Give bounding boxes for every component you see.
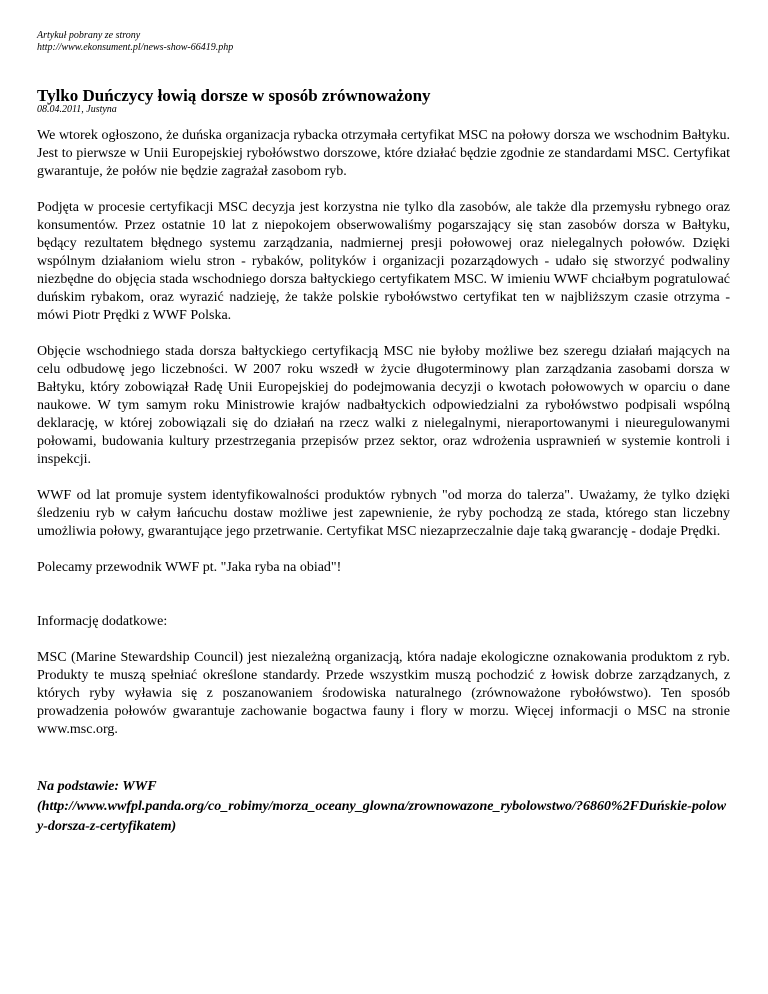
footer-source-label: Na podstawie: WWF (37, 779, 157, 794)
info-paragraph: MSC (Marine Stewardship Council) jest niezależną organizacją, która nadaje ekologiczne oznakowania produktom z ryb. Produkty te muszą spełniać określone standardy. Przede wszystkim muszą pochodzić z łowisk dobrze zarządzanych, z których ryby wyławia się z poszanowaniem środowiska naturalnego (zrównoważone rybołówstwo). Ten sposób prowadzenia połowów gwarantuje zachowanie bogactwa fauny i flory w morzu. Więcej informacji o MSC na stronie www.msc.org. (37, 650, 730, 737)
article-byline: 08.04.2011, Justyna (37, 104, 117, 115)
article-paragraph-3: Objęcie wschodniego stada dorsza bałtyckiego certyfikacją MSC nie byłoby możliwe bez szeregu działań mających na celu odbudowę jego liczebności. W 2007 roku wszedł w życie długoterminowy plan zarządzania zasobami dorsza w Bałtyku, który zobowiązał Radę Unii Europejskiej do podejmowania decyzji o kwotach połowowych w oparciu o dane naukowe. W tym samym roku Ministrowie krajów nadbałtyckich odpowiedzialni za rybołówstwo podpisali wspólną deklarację, w której zobowiązali się do działań na rzecz walki z nielegalnymi, nieraportowanymi i nieuregulowanymi połowami, budowania kultury przestrzegania przepisów przez sektor, oraz wdrożenia usprawnień w systemie kontroli i inspekcji. (37, 344, 730, 467)
document-page (37, 30, 730, 837)
info-heading: Informację dodatkowe: (37, 614, 168, 629)
article-paragraph-1: We wtorek ogłoszono, że duńska organizacja rybacka otrzymała certyfikat MSC na połowy dorsza we wschodnim Bałtyku. Jest to pierwsze w Unii Europejskiej rybołówstwo dorszowe, które działać będzie zgodnie ze standardami MSC. Certyfikat gwarantuje, że połów nie będzie zagrażał zasobom ryb. (37, 128, 730, 179)
article-paragraph-4: WWF od lat promuje system identyfikowalności produktów rybnych "od morza do talerza". Uważamy, że tylko dzięki śledzeniu ryb w całym łańcuchu dostaw możliwe jest zapewnienie, że ryby pochodzą ze stada, którego stan liczebny umożliwia połowy, gwarantujące jego przetrwanie. Certyfikat MSC niezaprzeczalnie daje taką gwarancję - dodaje Prędki. (37, 488, 730, 539)
article-paragraph-2: Podjęta w procesie certyfikacji MSC decyzja jest korzystna nie tylko dla zasobów, ale także dla przemysłu rybnego oraz konsumentów. Przez ostatnie 10 lat z niepokojem obserwowaliśmy pogarszający się stan zasobów dorsza w Bałtyku, będący rezultatem błędnego systemu zarządzania, nadmiernej presji połowowej oraz nielegalnych połowów. Dzięki wspólnym działaniom wielu stron - rybaków, polityków i organizacji pozarządowych - udało się stworzyć podwaliny niezbędne do objęcia stada wschodniego dorsza bałtyckiego certyfikatem MSC. W imieniu WWF chciałbym pogratulować duńskim rybakom, oraz wyrazić nadzieję, że także polskie rybołówstwo certyfikat ten w najbliższym czasie otrzyma - mówi Piotr Prędki z WWF Polska. (37, 200, 730, 323)
source-url: http://www.ekonsument.pl/news-show-66419.php (37, 42, 234, 53)
article-title: Tylko Duńczycy łowią dorsze w sposób zrównoważony (37, 86, 431, 105)
article-footer (37, 777, 730, 837)
source-label: Artykuł pobrany ze strony (37, 30, 141, 41)
source-info (37, 30, 730, 54)
footer-source-url: (http://www.wwfpl.panda.org/co_robimy/morza_oceany_glowna/zrownowazone_rybolowstwo/?6860%2FDuńskie-polowy-dorsza-z-certyfikatem) (37, 799, 727, 834)
article-paragraph-5: Polecamy przewodnik WWF pt. "Jaka ryba na obiad"! (37, 560, 342, 575)
